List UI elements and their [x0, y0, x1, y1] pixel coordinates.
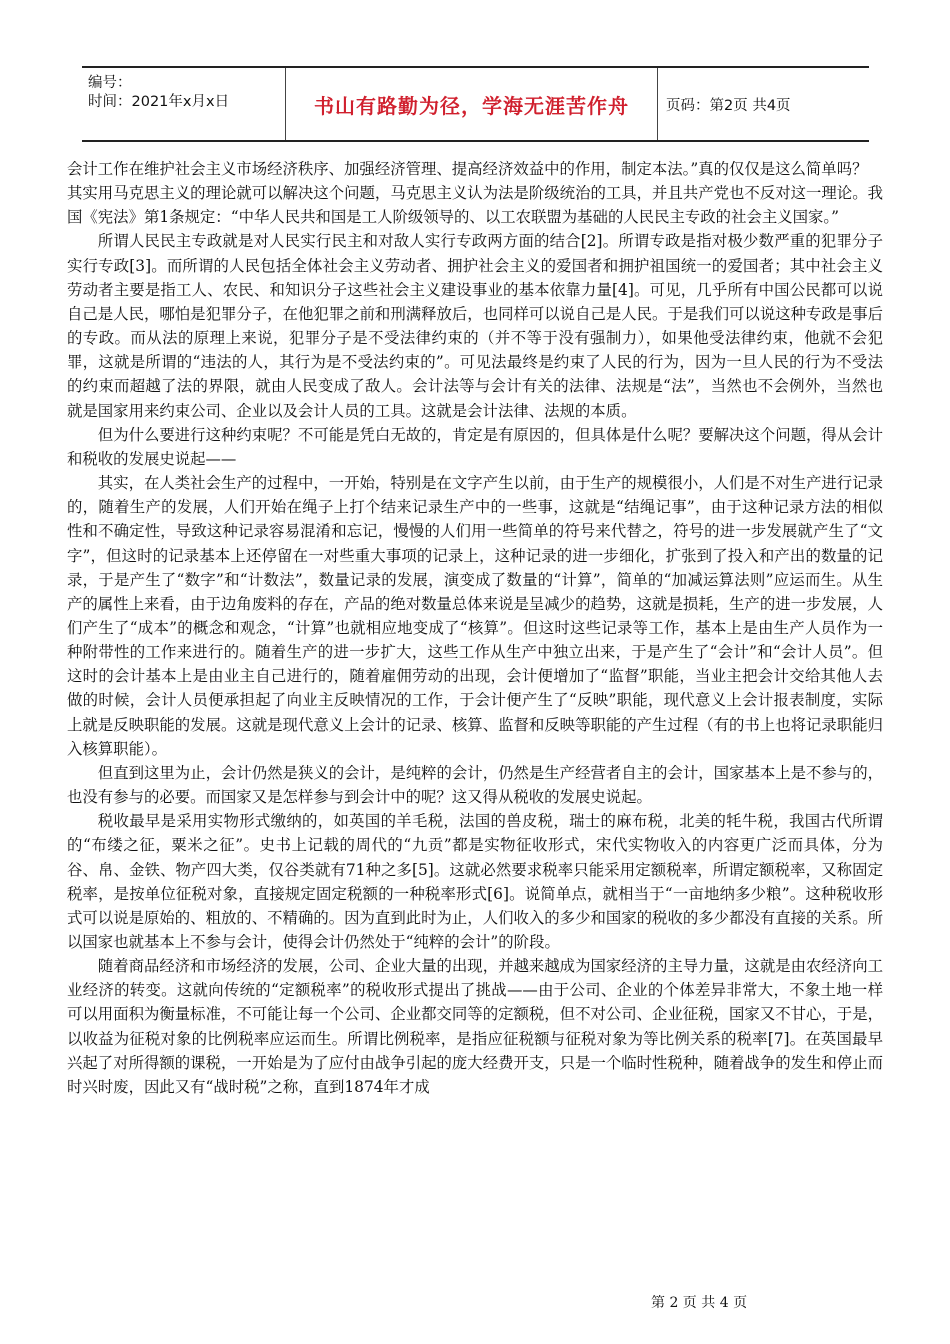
paragraph: 但直到这里为止，会计仍然是狭义的会计，是纯粹的会计，仍然是生产经营者自主的会计，国家基本上是不参与的，也没有参与的必要。而国家又是怎样参与到会计中的呢？这又得从税收的发展史说起。: [67, 763, 883, 807]
number-label: 编号：: [88, 75, 132, 91]
paragraph: 会计工作在维护社会主义市场经济秩序、加强经济管理、提高经济效益中的作用，制定本法。”真的仅仅是这么简单吗？: [67, 160, 868, 178]
header-meta: [82, 68, 286, 140]
paragraph: 所谓人民民主专政就是对人民实行民主和对敌人实行专政两方面的结合[2]。所谓专政是指对极少数严重的犯罪分子实行专政[3]。而所谓的人民包括全体社会主义劳动者、拥护社会主义的爱国者和拥护祖国统一的爱国者；其中社会主义劳动者主要是指工人、农民、和知识分子这些社会主义建设事业的基本依靠力量[4]。可见，几乎所有中国公民都可以说自己是人民，哪怕是犯罪分子，在他犯罪之前和刑满释放后，也同样可以说自己是人民。于是我们可以说这种专政是事后的专政。而从法的原理上来说，犯罪分子是不受法律约束的（并不等于没有强制力），如果他受法律约束，他就不会犯罪，这就是所谓的“违法的人，其行为是不受法约束的”。可见法最终是约束了人民的行为，因为一旦人民的行为不受法的约束而超越了法的界限，就由人民变成了敌人。会计法等与会计有关的法律、法规是“法”，当然也不会例外，当然也就是国家用来约束公司、企业以及会计人员的工具。这就是会计法律、法规的本质。: [67, 232, 883, 420]
page-footer: 第 2 页 共 4 页: [651, 1295, 748, 1311]
paragraph: 但为什么要进行这种约束呢？不可能是凭白无故的，肯定是有原因的，但具体是什么呢？要解决这个问题，得从会计和税收的发展史说起——: [67, 425, 883, 468]
motto: 书山有路勤为径，学海无涯苦作舟: [314, 93, 629, 118]
time-label: 时间：2021年x月x日: [88, 94, 230, 110]
header-motto-cell: [286, 68, 658, 140]
paragraph: 其实用马克思主义的理论就可以解决这个问题，马克思主义认为法是阶级统治的工具，并且共产党也不反对这一理论。我国《宪法》第1条规定：“中华人民共和国是工人阶级领导的、以工农联盟为基础的人民民主专政的社会主义国家。”: [67, 184, 883, 227]
paragraph: 其实，在人类社会生产的过程中，一开始，特别是在文字产生以前，由于生产的规模很小，人们是不对生产进行记录的，随着生产的发展，人们开始在绳子上打个结来记录生产中的一些事，这就是“结绳记事”，由于这种记录方法的相似性和不确定性，导致这种记录容易混淆和忘记，慢慢的人们用一些简单的符号来代替之，符号的进一步发展就产生了“文字”，但这时的记录基本上还停留在一对些重大事项的记录上，这种记录的进一步细化，扩张到了投入和产出的数量的记录，于是产生了“数字”和“计数法”，数量记录的发展，演变成了数量的“计算”，简单的“加减运算法则”应运而生。从生产的属性上来看，由于边角废料的存在，产品的绝对数量总体来说是呈减少的趋势，这就是损耗，生产的进一步发展，人们产生了“成本”的概念和观念，“计算”也就相应地变成了“核算”。但这时这些记录等工作，基本上是由生产人员作为一种附带性的工作来进行的。随着生产的进一步扩大，这些工作从生产中独立出来，于是产生了“会计”和“会计人员”。但这时的会计基本上是由业主自己进行的，随着雇佣劳动的出现，会计便增加了“监督”职能，当业主把会计交给其他人去做的时候，会计人员便承担起了向业主反映情况的工作，于会计便产生了“反映”职能，现代意义上会计报表制度，实际上就是反映职能的发展。这就是现代意义上会计的记录、核算、监督和反映等职能的产生过程（有的书上也将记录职能归入核算职能）。: [67, 474, 883, 758]
paragraph: 税收最早是采用实物形式缴纳的，如英国的羊毛税，法国的兽皮税，瑞士的麻布税，北美的牦牛税，我国古代所谓的“布缕之征，粟米之征”。史书上记载的周代的“九贡”都是实物征收形式，宋代实物收入的内容更广泛而具体，分为谷、帛、金铁、物产四大类，仅谷类就有71种之多[5]。这就必然要求税率只能采用定额税率，所谓定额税率，又称固定税率，是按单位征税对象，直接规定固定税额的一种税率形式[6]。说简单点，就相当于“一亩地纳多少粮”。这种税收形式可以说是原始的、粗放的、不精确的。因为直到此时为止，人们收入的多少和国家的税收的多少都没有直接的关系。所以国家也就基本上不参与会计，使得会计仍然处于“纯粹的会计”的阶段。: [67, 812, 883, 951]
body-text: [67, 157, 883, 1099]
page-label: 页码：第2页 共4页: [666, 97, 791, 114]
document-header: [82, 66, 869, 142]
header-page-cell: [658, 68, 869, 140]
paragraph: 随着商品经济和市场经济的发展，公司、企业大量的出现，并越来越成为国家经济的主导力量，这就是由农经济向工业经济的转变。这就向传统的“定额税率”的税收形式提出了挑战——由于公司、企业的个体差异非常大，不象土地一样可以用面积为衡量标准，不可能让每一个公司、企业都交同等的定额税，但不对公司、企业征税，国家又不甘心，于是，以收益为征税对象的比例税率应运而生。所谓比例税率，是指应征税额与征税对象为等比例关系的税率[7]。在英国最早兴起了对所得额的课税，一开始是为了应付由战争引起的庞大经费开支，只是一个临时性税种，随着战争的发生和停止而时兴时废，因此又有“战时税”之称，直到1874年才成: [67, 957, 883, 1096]
